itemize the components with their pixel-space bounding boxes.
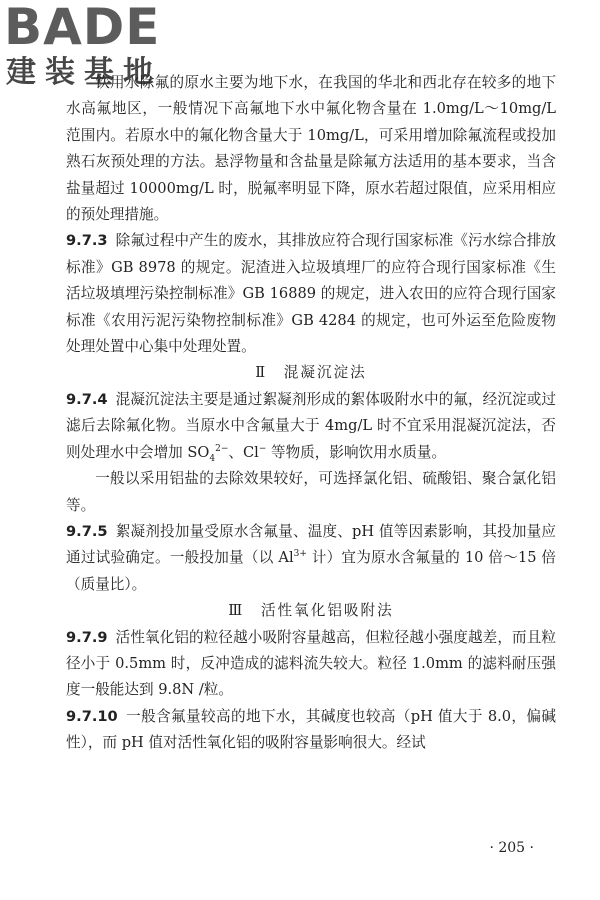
paragraph-aluminum-salt: 一般以采用铝盐的去除效果较好，可选择氯化铝、硫酸铝、聚合氯化铝等。 <box>66 470 556 514</box>
clause-text: 混凝沉淀法主要是通过絮凝剂形成的絮体吸附水中的氟，经沉淀或过滤后去除氟化物。当原水中含氟量大于 4mg/L 时不宜采用混凝沉淀法，否则处理水中会增加 SO <box>66 390 556 461</box>
clause-text: 除氟过程中产生的废水，其排放应符合现行国家标准《污水综合排放标准》GB 8978 的规定。泥渣进入垃圾填埋厂的应符合现行国家标准《生活垃圾填埋污染控制标准》GB 16889 的规定，进入农田的应符合现行国家标准《农用污泥污染物控制标准》GB 4284 的规定，也可外运至危险废物处理处置中心集中处理处置。 <box>66 232 556 356</box>
logo-subtitle-text: 建装基地 <box>6 55 162 90</box>
clause-9-7-10 <box>66 704 556 757</box>
clause-9-7-4 <box>66 387 556 466</box>
clause-text: 一般含氟量较高的地下水，其碱度也较高（pH 值大于 8.0，偏碱性），而 pH 值对活性氧化铝的吸附容量影响很大。经试 <box>66 707 556 752</box>
document-body <box>66 70 556 757</box>
clause-number: 9.7.5 <box>66 522 108 540</box>
clause-text: 、Cl <box>228 443 259 461</box>
superscript: − <box>258 443 267 454</box>
clause-number: 9.7.10 <box>66 707 118 725</box>
clause-number: 9.7.9 <box>66 628 108 646</box>
clause-number: 9.7.3 <box>66 232 108 250</box>
clause-number: 9.7.4 <box>66 390 108 408</box>
clause-9-7-5 <box>66 519 556 598</box>
superscript: 3+ <box>293 549 307 560</box>
clause-text: 絮凝剂投加量受原水含氟量、温度、pH 值等因素影响，其投加量应通过试验确定。一般投加量（以 Al <box>66 522 556 567</box>
section-heading-alumina: Ⅲ 活性氧化铝吸附法 <box>228 602 394 620</box>
clause-9-7-9 <box>66 625 556 704</box>
clause-text: 计）宜为原水含氟量的 10 倍～15 倍（质量比）。 <box>66 549 556 593</box>
page-number: · 205 · <box>489 840 534 856</box>
clause-text: 活性氧化铝的粒径越小吸附容量越高，但粒径越小强度越差，而且粒径小于 0.5mm 时，反冲造成的滤料流失较大。粒径 1.0mm 的滤料耐压强度一般能达到 9.8N /粒。 <box>66 628 556 699</box>
section-heading-coagulation: Ⅱ 混凝沉淀法 <box>255 364 367 382</box>
subscript: 4 <box>209 453 216 464</box>
paragraph-intro: 饮用水除氟的原水主要为地下水，在我国的华北和西北存在较多的地下水高氟地区，一般情况下高氟地下水中氟化物含量在 1.0mg/L～10mg/L 范围内。若原水中的氟化物含量大于 10mg/L，可采用增加除氟流程或投加熟石灰预处理的方法。悬浮物量和含盐量是除氟方法适用的基本要求，当含盐量超过 10000mg/L 时，脱氟率明显下降，原水若超过限值，应采用相应的预处理措施。 <box>66 74 556 224</box>
clause-9-7-3 <box>66 228 556 360</box>
logo-brand-text: BADE <box>4 0 161 56</box>
clause-text: 等物质，影响饮用水质量。 <box>266 443 447 461</box>
superscript: 2− <box>215 443 229 454</box>
